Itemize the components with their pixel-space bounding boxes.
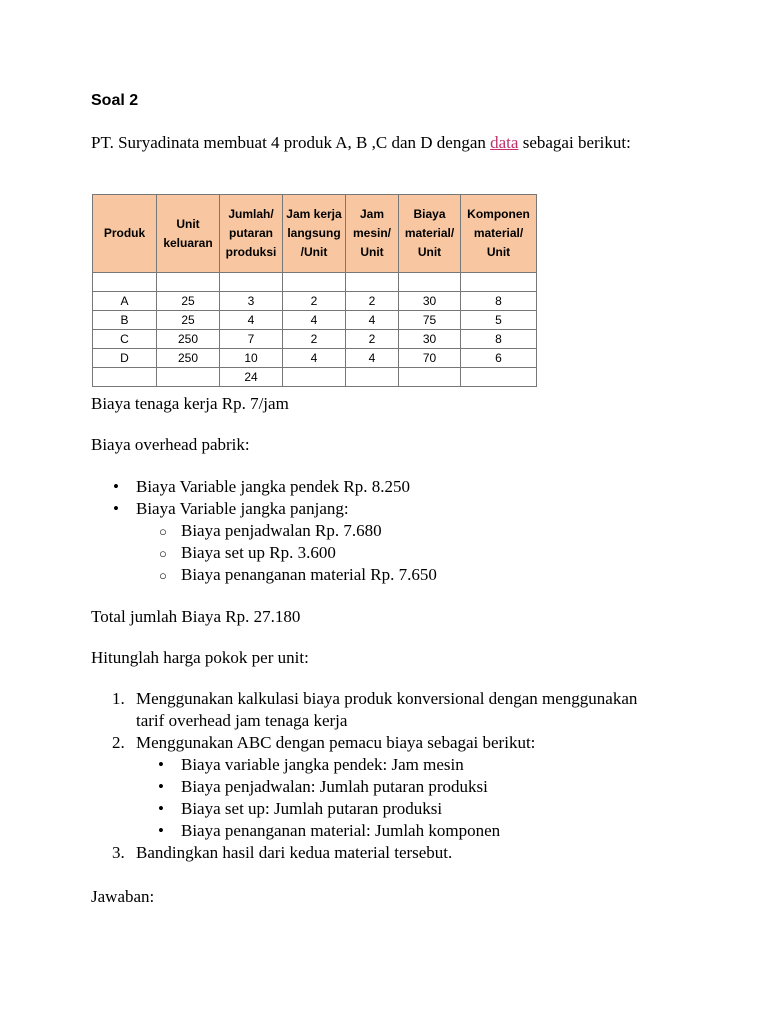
cell-jam-mesin: 4 xyxy=(346,311,399,330)
cell-biaya-material xyxy=(399,273,461,292)
bullet-icon: • xyxy=(158,799,164,818)
sub-list-item: ○ Biaya penjadwalan Rp. 7.680 xyxy=(91,520,437,542)
cell-produk xyxy=(93,273,157,292)
circle-bullet-icon: ○ xyxy=(159,546,167,561)
bullet-icon: • xyxy=(113,499,119,518)
cell-produk xyxy=(93,368,157,387)
table-row xyxy=(93,311,537,330)
circle-bullet-icon: ○ xyxy=(159,568,167,583)
answer-label: Jawaban: xyxy=(91,887,155,906)
overhead-list xyxy=(91,476,437,586)
question-text: Hitunglah harga pokok per unit: xyxy=(91,648,309,667)
table-row xyxy=(93,330,537,349)
cell-produk: D xyxy=(93,349,157,368)
table-row xyxy=(93,273,537,292)
cell-komponen-material: 8 xyxy=(461,292,537,311)
bullet-icon: • xyxy=(158,777,164,796)
cell-produk: B xyxy=(93,311,157,330)
circle-bullet-icon: ○ xyxy=(159,524,167,539)
header-biaya-material: Biaya material/ Unit xyxy=(399,195,461,273)
driver-item: • Biaya variable jangka pendek: Jam mesin xyxy=(158,755,464,774)
data-link[interactable]: data xyxy=(490,133,519,152)
cell-biaya-material: 30 xyxy=(399,330,461,349)
header-jumlah-putaran: Jumlah/ putaran produksi xyxy=(220,195,283,273)
bullet-icon: • xyxy=(113,477,119,496)
steps-list xyxy=(91,688,651,864)
driver-item: • Biaya set up: Jumlah putaran produksi xyxy=(158,799,443,818)
header-jam-mesin: Jam mesin/ Unit xyxy=(346,195,399,273)
intro-text: PT. Suryadinata membuat 4 produk A, B ,C dan D dengan xyxy=(91,133,491,152)
list-item: • Biaya Variable jangka pendek Rp. 8.250 xyxy=(113,477,410,496)
cell-unit-keluaran: 250 xyxy=(157,330,220,349)
step-item: 2. Menggunakan ABC dengan pemacu biaya sebagai berikut: • Biaya variable jangka pendek: Jam mesin • Biaya penjadwalan: Jumlah putaran produksi • Biaya set up: Jumlah putaran produksi • Biaya penanganan material: Jumlah komponen xyxy=(91,732,651,842)
drivers-list xyxy=(136,754,651,842)
cell-jumlah-putaran: 10 xyxy=(220,349,283,368)
sub-list-item: ○ Biaya penanganan material Rp. 7.650 xyxy=(91,564,437,586)
cell-jam-kerja xyxy=(283,273,346,292)
cell-jam-kerja: 4 xyxy=(283,349,346,368)
cell-jam-kerja: 4 xyxy=(283,311,346,330)
table-header-row xyxy=(93,195,537,273)
cell-biaya-material: 70 xyxy=(399,349,461,368)
cell-biaya-material: 75 xyxy=(399,311,461,330)
bullet-icon: • xyxy=(158,821,164,840)
cell-jam-kerja: 2 xyxy=(283,292,346,311)
cell-jam-kerja xyxy=(283,368,346,387)
cell-jam-mesin: 2 xyxy=(346,292,399,311)
table-body xyxy=(93,273,537,387)
bullet-icon: • xyxy=(158,755,164,774)
cell-jam-mesin xyxy=(346,368,399,387)
cell-jam-kerja: 2 xyxy=(283,330,346,349)
cell-komponen-material: 8 xyxy=(461,330,537,349)
table-row xyxy=(93,368,537,387)
cell-jam-mesin xyxy=(346,273,399,292)
header-komponen-material: Komponen material/ Unit xyxy=(461,195,537,273)
cell-biaya-material: 30 xyxy=(399,292,461,311)
total-cost-text: Total jumlah Biaya Rp. 27.180 xyxy=(91,607,301,626)
list-item: • Biaya Variable jangka panjang: ○ Biaya penjadwalan Rp. 7.680 ○ Biaya set up Rp. 3.600 ○ Biaya penanganan material Rp. 7.650 xyxy=(91,498,437,586)
sub-list-item: ○ Biaya set up Rp. 3.600 xyxy=(91,542,437,564)
cell-produk: C xyxy=(93,330,157,349)
cell-jam-mesin: 2 xyxy=(346,330,399,349)
intro-paragraph xyxy=(91,132,671,154)
cell-komponen-material xyxy=(461,368,537,387)
cell-jumlah-putaran: 3 xyxy=(220,292,283,311)
step-item: 3. Bandingkan hasil dari kedua material tersebut. xyxy=(112,843,453,862)
cell-biaya-material xyxy=(399,368,461,387)
cell-jumlah-putaran: 7 xyxy=(220,330,283,349)
table-row xyxy=(93,292,537,311)
header-jam-kerja: Jam kerja langsung /Unit xyxy=(283,195,346,273)
cell-jumlah-putaran: 4 xyxy=(220,311,283,330)
driver-item: • Biaya penjadwalan: Jumlah putaran produksi xyxy=(158,777,488,796)
cell-produk: A xyxy=(93,292,157,311)
cell-jam-mesin: 4 xyxy=(346,349,399,368)
cell-jumlah-putaran: 24 xyxy=(220,368,283,387)
cell-unit-keluaran: 25 xyxy=(157,311,220,330)
cell-komponen-material xyxy=(461,273,537,292)
header-produk: Produk xyxy=(93,195,157,273)
cell-unit-keluaran: 25 xyxy=(157,292,220,311)
overhead-title: Biaya overhead pabrik: xyxy=(91,435,250,454)
intro-text-end: sebagai berikut: xyxy=(518,133,631,152)
cell-unit-keluaran xyxy=(157,273,220,292)
overhead-sublist xyxy=(136,520,437,586)
product-data-table xyxy=(92,194,537,387)
labor-cost-text: Biaya tenaga kerja Rp. 7/jam xyxy=(91,394,289,413)
driver-item: • Biaya penanganan material: Jumlah komponen xyxy=(158,821,501,840)
cell-unit-keluaran: 250 xyxy=(157,349,220,368)
question-heading: Soal 2 xyxy=(91,92,139,109)
table-row xyxy=(93,349,537,368)
step-item: 1. Menggunakan kalkulasi biaya produk konversional dengan menggunakan tarif overhead jam tenaga kerja xyxy=(112,689,638,730)
cell-komponen-material: 6 xyxy=(461,349,537,368)
cell-komponen-material: 5 xyxy=(461,311,537,330)
header-unit-keluaran: Unit keluaran xyxy=(157,195,220,273)
cell-unit-keluaran xyxy=(157,368,220,387)
cell-jumlah-putaran xyxy=(220,273,283,292)
